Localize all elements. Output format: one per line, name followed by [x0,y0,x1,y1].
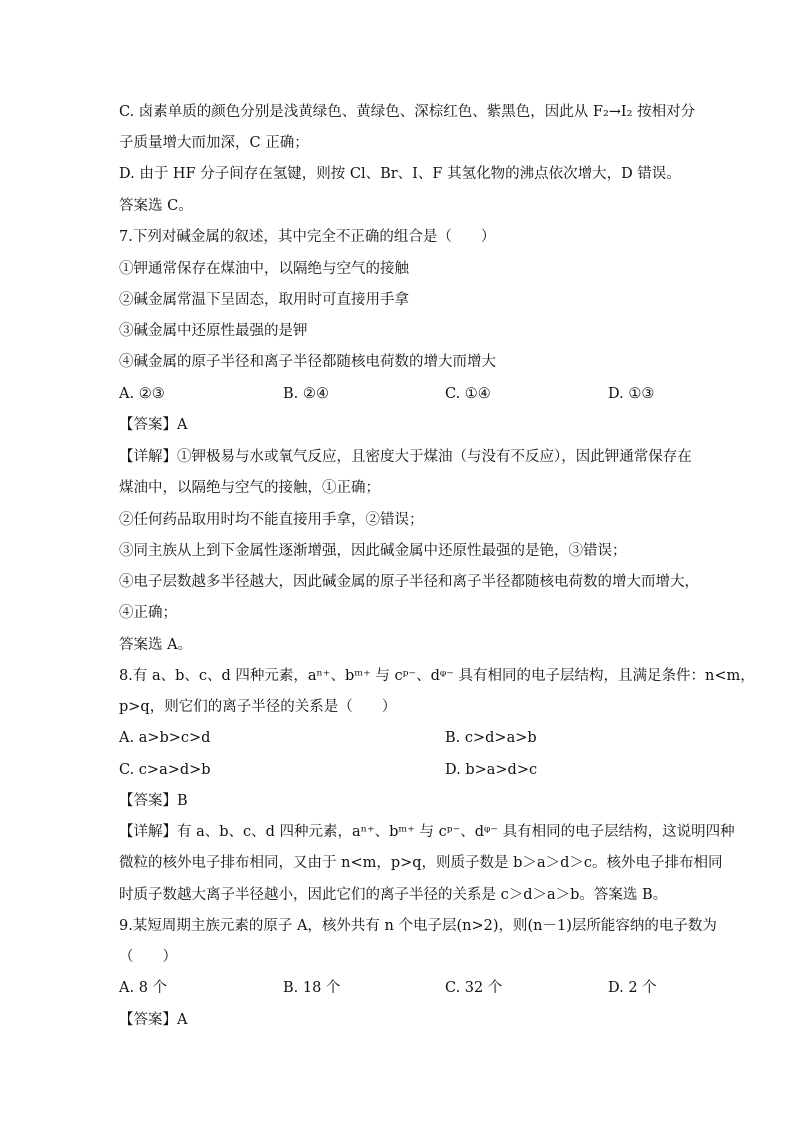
q7-final-answer: 答案选 A。 [119,637,193,653]
q7-statement-4: ④碱金属的原子半径和离子半径都随核电荷数的增大而增大 [119,354,496,370]
q8-options-row1 [119,727,679,749]
q9-option-a: A. 8 个 [119,980,168,996]
q7-statement-2: ②碱金属常温下呈固态，取用时可直接用手拿 [119,292,409,308]
q6-option-c-explanation-line1: C. 卤素单质的颜色分别是浅黄绿色、黄绿色、深棕红色、紫黑色，因此从 F₂→I₂ 按相对分 [119,104,696,120]
question-7-stem: 7.下列对碱金属的叙述，其中完全不正确的组合是（ ） [119,229,496,245]
q6-final-answer: 答案选 C。 [119,198,193,214]
q7-option-b: B. ②④ [283,386,329,402]
q7-options-row [119,383,679,405]
q9-options-row [119,977,679,999]
q7-answer: 【答案】A [119,417,188,433]
q8-detail-line3: 时质子数越大离子半径越小，因此它们的离子半径的关系是 c＞d＞a＞b。答案选 B。 [119,887,668,903]
q6-option-c-explanation-line2: 子质量增大而加深，C 正确； [119,135,309,151]
q7-option-d: D. ①③ [608,386,655,402]
q7-detail-line4: ③同主族从上到下金属性逐渐增强，因此碱金属中还原性最强的是铯，③错误； [119,543,627,559]
q7-detail-line2: 煤油中，以隔绝与空气的接触，①正确； [119,480,380,496]
q8-detail-line2: 微粒的核外电子排布相同，又由于 n<m，p>q，则质子数是 b＞a＞d＞c。核外电子排布相同 [119,855,723,871]
q7-option-a: A. ②③ [119,386,165,402]
q8-option-c: C. c>a>d>b [119,762,211,778]
question-8-stem-line1: 8.有 a、b、c、d 四种元素，aⁿ⁺、bᵐ⁺ 与 cᵖ⁻、dᵠ⁻ 具有相同的电子层结构，且满足条件：n<m， [119,668,755,684]
q8-detail-line1: 【详解】有 a、b、c、d 四种元素，aⁿ⁺、bᵐ⁺ 与 cᵖ⁻、dᵠ⁻ 具有相同的电子层结构，这说明四种 [119,824,735,840]
q7-detail-line1: 【详解】①钾极易与水或氧气反应，且密度大于煤油（与没有不反应），因此钾通常保存在 [119,449,692,465]
question-8-stem-line2: p>q，则它们的离子半径的关系是（ ） [119,699,397,715]
question-9-stem-line1: 9.某短周期主族元素的原子 A，核外共有 n 个电子层(n>2)，则(n－1)层所能容纳的电子数为 [119,918,717,934]
question-9-stem-line2: （ ） [119,949,177,965]
q7-detail-line3: ②任何药品取用时均不能直接用手拿，②错误； [119,512,424,528]
q9-answer: 【答案】A [119,1012,188,1028]
q8-answer: 【答案】B [119,793,188,809]
q7-statement-1: ①钾通常保存在煤油中，以隔绝与空气的接触 [119,261,409,277]
q8-option-d: D. b>a>d>c [445,762,538,778]
q7-detail-line6: ④正确； [119,605,177,621]
q7-detail-line5: ④电子层数越多半径越大，因此碱金属的原子半径和离子半径都随核电荷数的增大而增大， [119,574,699,590]
q6-option-d-explanation: D. 由于 HF 分子间存在氢键，则按 Cl、Br、I、F 其氢化物的沸点依次增大，D 错误。 [119,166,681,182]
q9-option-b: B. 18 个 [283,980,341,996]
q8-option-a: A. a>b>c>d [119,730,211,746]
q8-options-row2 [119,759,679,781]
q7-statement-3: ③碱金属中还原性最强的是钾 [119,323,308,339]
q7-option-c: C. ①④ [445,386,491,402]
q8-option-b: B. c>d>a>b [445,730,537,746]
q9-option-d: D. 2 个 [608,980,657,996]
q9-option-c: C. 32 个 [445,980,503,996]
